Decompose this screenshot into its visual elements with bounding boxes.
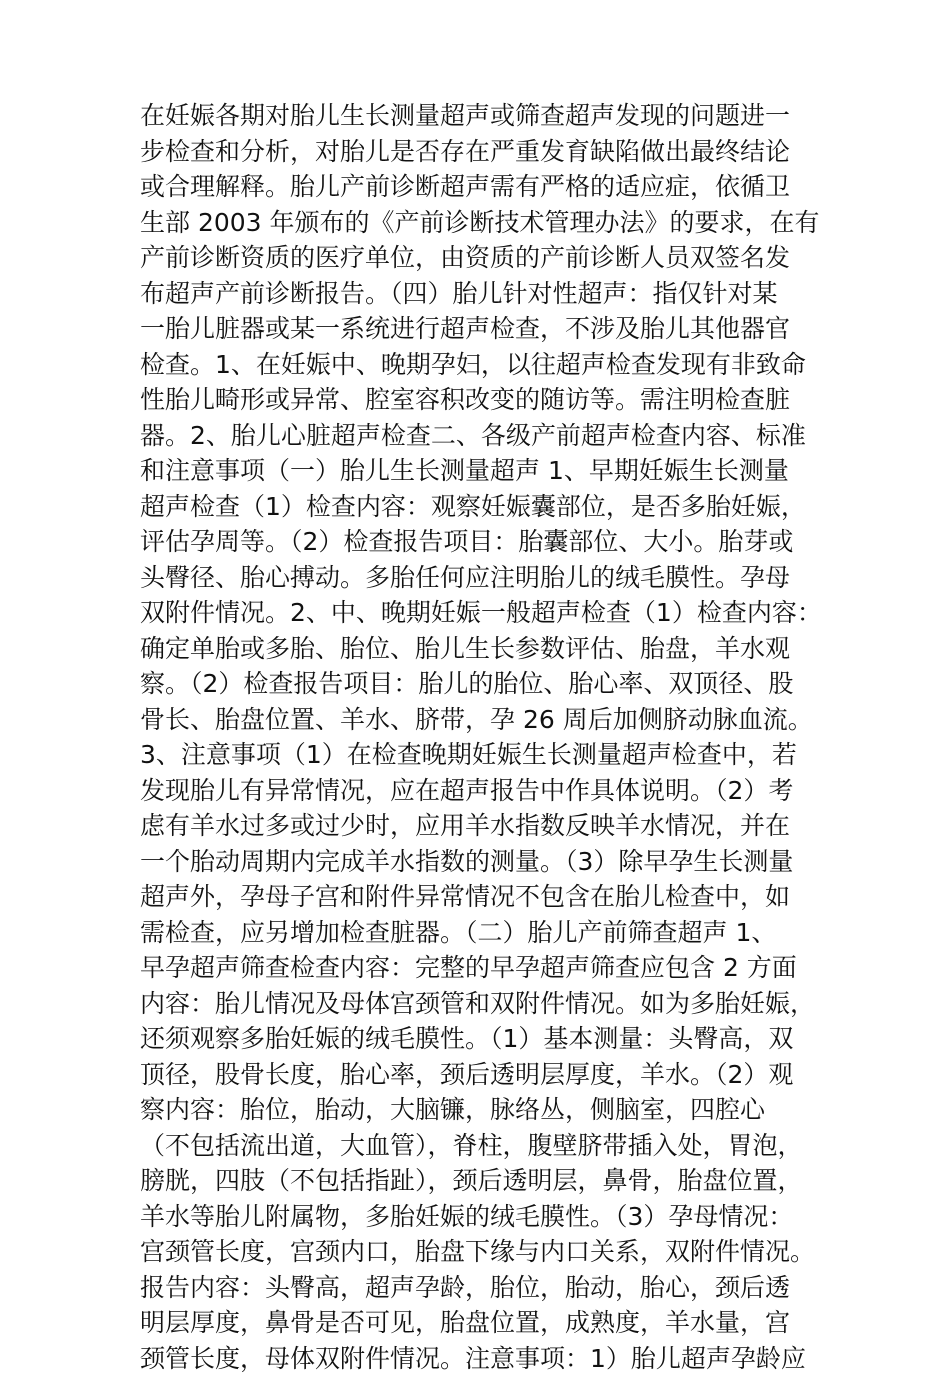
text-line: 布超声产前诊断报告。（四）胎儿针对性超声：指仅针对某 [140, 276, 820, 312]
text-line: 双附件情况。2、中、晚期妊娠一般超声检查（1）检查内容： [140, 595, 820, 631]
text-line: 察内容：胎位，胎动，大脑镰，脉络丛，侧脑室，四腔心 [140, 1092, 820, 1128]
text-line: 骨长、胎盘位置、羊水、脐带，孕 26 周后加侧脐动脉血流。 [140, 702, 820, 738]
text-line: 报告内容：头臀高，超声孕龄，胎位，胎动，胎心，颈后透 [140, 1270, 820, 1306]
text-line: 超声外，孕母子宫和附件异常情况不包含在胎儿检查中，如 [140, 879, 820, 915]
text-line: 评估孕周等。（2）检查报告项目：胎囊部位、大小。胎芽或 [140, 524, 820, 560]
text-line: 羊水等胎儿附属物，多胎妊娠的绒毛膜性。（3）孕母情况： [140, 1199, 820, 1235]
text-line: 内容：胎儿情况及母体宫颈管和双附件情况。如为多胎妊娠， [140, 986, 820, 1022]
text-line: 发现胎儿有异常情况，应在超声报告中作具体说明。（2）考 [140, 773, 820, 809]
text-line: 超声检查（1）检查内容：观察妊娠囊部位，是否多胎妊娠， [140, 489, 820, 525]
text-line: 确定单胎或多胎、胎位、胎儿生长参数评估、胎盘，羊水观 [140, 631, 820, 667]
text-line: 3、注意事项（1）在检查晚期妊娠生长测量超声检查中，若 [140, 737, 820, 773]
text-line: 察。（2）检查报告项目：胎儿的胎位、胎心率、双顶径、股 [140, 666, 820, 702]
text-line: 一胎儿脏器或某一系统进行超声检查，不涉及胎儿其他器官 [140, 311, 820, 347]
body-text [140, 98, 820, 1376]
text-line: 或合理解释。胎儿产前诊断超声需有严格的适应症，依循卫 [140, 169, 820, 205]
text-line: 一个胎动周期内完成羊水指数的测量。（3）除早孕生长测量 [140, 844, 820, 880]
text-line: 头臀径、胎心搏动。多胎任何应注明胎儿的绒毛膜性。孕母 [140, 560, 820, 596]
text-line: 明层厚度，鼻骨是否可见，胎盘位置，成熟度，羊水量，宫 [140, 1305, 820, 1341]
text-line: 早孕超声筛查检查内容：完整的早孕超声筛查应包含 2 方面 [140, 950, 820, 986]
text-line: 宫颈管长度，宫颈内口，胎盘下缘与内口关系，双附件情况。 [140, 1234, 820, 1270]
text-line: （不包括流出道，大血管），脊柱，腹壁脐带插入处，胃泡， [140, 1128, 820, 1164]
text-line: 器。2、胎儿心脏超声检查二、各级产前超声检查内容、标准 [140, 418, 820, 454]
text-line: 检查。1、在妊娠中、晚期孕妇，以往超声检查发现有非致命 [140, 347, 820, 383]
text-line: 需检查，应另增加检查脏器。（二）胎儿产前筛查超声 1、 [140, 915, 820, 951]
text-line: 和注意事项（一）胎儿生长测量超声 1、早期妊娠生长测量 [140, 453, 820, 489]
text-line: 膀胱，四肢（不包括指趾），颈后透明层，鼻骨，胎盘位置， [140, 1163, 820, 1199]
text-line: 还须观察多胎妊娠的绒毛膜性。（1）基本测量：头臀高，双 [140, 1021, 820, 1057]
text-line: 颈管长度，母体双附件情况。注意事项：1）胎儿超声孕龄应 [140, 1341, 820, 1376]
text-line: 性胎儿畸形或异常、腔室容积改变的随访等。需注明检查脏 [140, 382, 820, 418]
text-line: 顶径，股骨长度，胎心率，颈后透明层厚度，羊水。（2）观 [140, 1057, 820, 1093]
text-line: 生部 2003 年颁布的《产前诊断技术管理办法》的要求，在有 [140, 205, 820, 241]
text-line: 步检查和分析，对胎儿是否存在严重发育缺陷做出最终结论 [140, 134, 820, 170]
text-line: 在妊娠各期对胎儿生长测量超声或筛查超声发现的问题进一 [140, 98, 820, 134]
text-line: 虑有羊水过多或过少时，应用羊水指数反映羊水情况，并在 [140, 808, 820, 844]
text-line: 产前诊断资质的医疗单位，由资质的产前诊断人员双签名发 [140, 240, 820, 276]
